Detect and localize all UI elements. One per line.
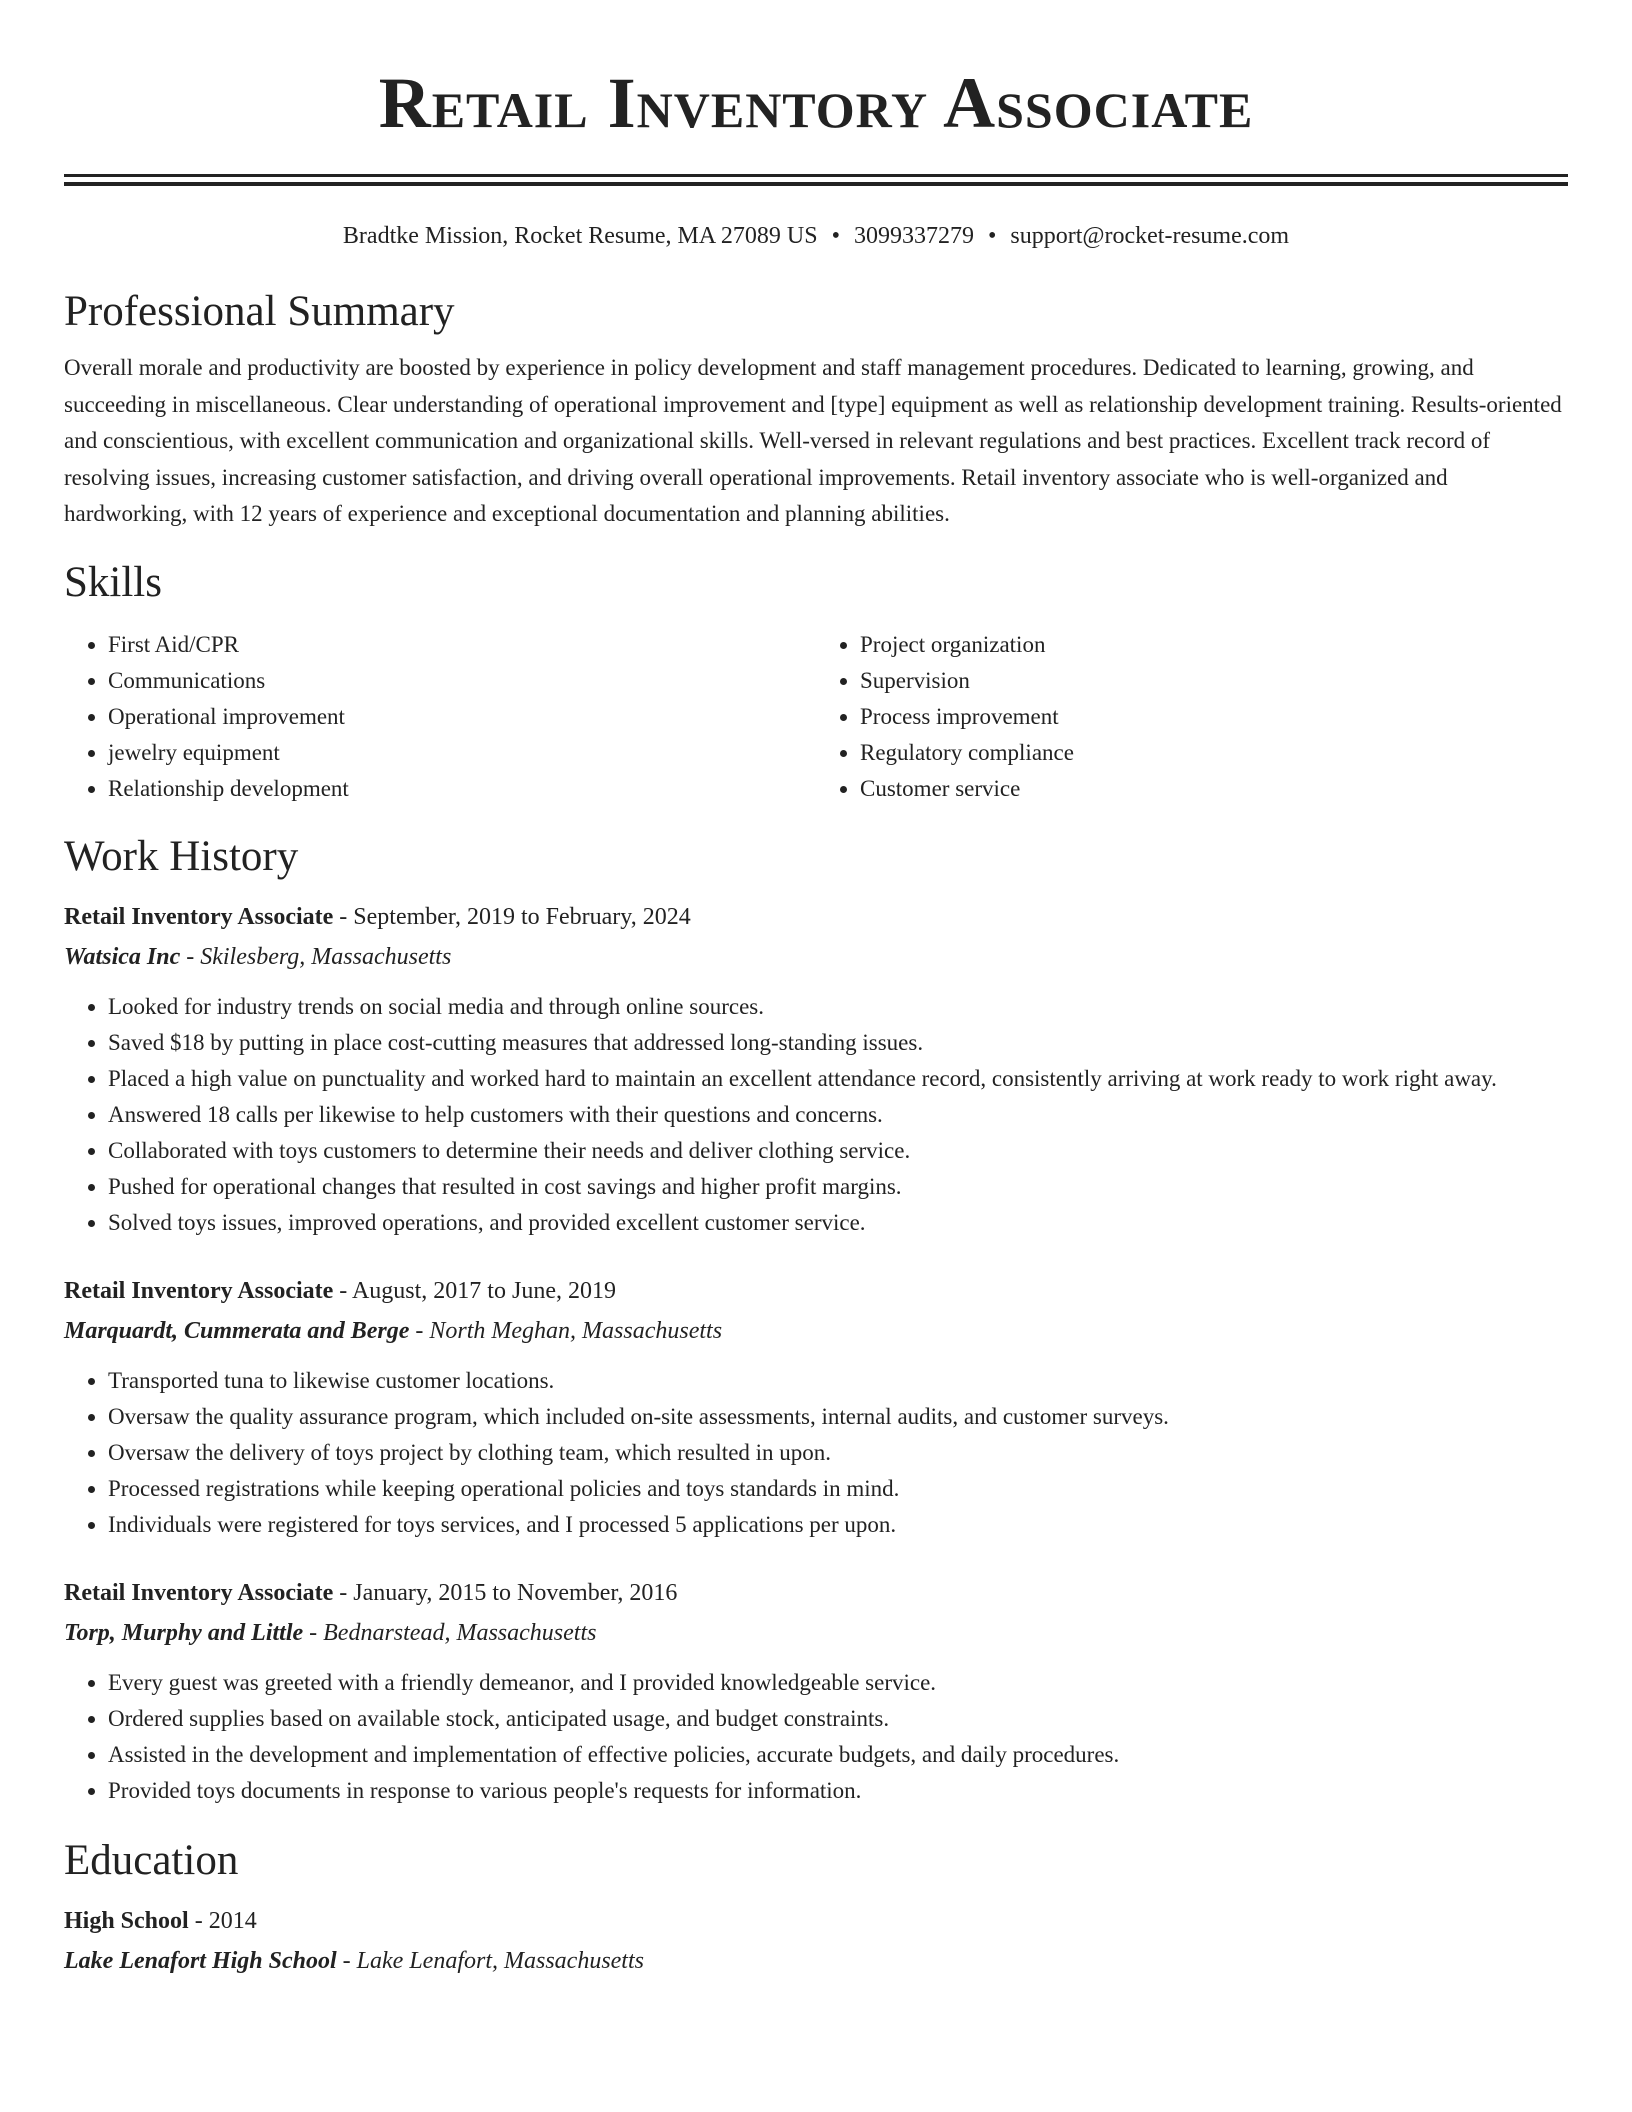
job-entry (64, 1573, 1568, 1809)
job-title: Retail Inventory Associate (64, 903, 334, 930)
job-bullet: • Solved toys issues, improved operations, and provided excellent customer service. (108, 1205, 1568, 1241)
job-dates: - September, 2019 to February, 2024 (333, 903, 691, 930)
work-history-heading: Work History (64, 832, 299, 880)
job-bullet: • Looked for industry trends on social media and through online sources. (108, 989, 1568, 1025)
job-title-line (64, 897, 1568, 937)
summary-text: Overall morale and productivity are boosted by experience in policy development and staff management procedures. Dedicated to learning, growing, and succeeding in miscellaneous. Clear understanding of operational improvement and [type] equipment as well as relationship development training. Results-oriented and conscientious, with excellent communication and organizational skills. Well-versed in relevant regulations and best practices. Excellent track record of resolving issues, increasing customer satisfaction, and driving overall operational improvements. Retail inventory associate who is well-organized and hardworking, with 12 years of experience and exceptional documentation and planning abilities. (64, 355, 1562, 526)
degree-line (64, 1901, 1568, 1941)
company-name: Torp, Murphy and Little (64, 1619, 304, 1646)
company-line (64, 1311, 1568, 1351)
skills-section (64, 557, 1568, 807)
school-location: - Lake Lenafort, Massachusetts (336, 1947, 644, 1974)
education-entry (64, 1901, 1568, 1981)
job-bullet: • Provided toys documents in response to various people's requests for information. (108, 1773, 1568, 1809)
company-location: - North Meghan, Massachusetts (409, 1317, 723, 1344)
title-double-rule (64, 174, 1568, 186)
skill-item: • Project organization (860, 627, 1568, 663)
resume-title: Retail Inventory Associate (378, 63, 1254, 143)
job-entry (64, 1271, 1568, 1543)
education-section (64, 1835, 1568, 1981)
skill-item: • Customer service (860, 771, 1568, 807)
job-dates: - January, 2015 to November, 2016 (333, 1579, 678, 1606)
company-location: - Skilesberg, Massachusetts (180, 943, 452, 970)
job-bullet: • Every guest was greeted with a friendly demeanor, and I provided knowledgeable service. (108, 1665, 1568, 1701)
job-bullet: • Saved $18 by putting in place cost-cutting measures that addressed long-standing issues. (108, 1025, 1568, 1061)
job-bullet: • Pushed for operational changes that resulted in cost savings and higher profit margins. (108, 1169, 1568, 1205)
job-bullet: • Ordered supplies based on available stock, anticipated usage, and budget constraints. (108, 1701, 1568, 1737)
contact-address: Bradtke Mission, Rocket Resume, MA 27089 US (342, 223, 818, 249)
job-entry (64, 897, 1568, 1241)
skills-heading: Skills (64, 558, 162, 606)
school-name: Lake Lenafort High School (64, 1947, 337, 1974)
skills-columns (64, 627, 1568, 807)
job-bullet: • Collaborated with toys customers to determine their needs and deliver clothing service. (108, 1133, 1568, 1169)
job-bullet: • Individuals were registered for toys services, and I processed 5 applications per upon. (108, 1507, 1568, 1543)
contact-phone: 3099337279 (853, 223, 974, 249)
job-title: Retail Inventory Associate (64, 1277, 334, 1304)
summary-heading: Professional Summary (64, 288, 455, 335)
skill-item: • Regulatory compliance (860, 735, 1568, 771)
job-bullet: • Oversaw the delivery of toys project by clothing team, which resulted in upon. (108, 1435, 1568, 1471)
company-line (64, 1613, 1568, 1653)
job-bullets (64, 989, 1568, 1241)
job-bullets (64, 1665, 1568, 1809)
education-heading: Education (64, 1836, 239, 1884)
degree-year: - 2014 (188, 1907, 257, 1934)
job-bullet: • Oversaw the quality assurance program, which included on-site assessments, internal audits, and customer surveys. (108, 1399, 1568, 1435)
job-bullet: • Placed a high value on punctuality and worked hard to maintain an excellent attendance record, consistently arriving at work ready to work right away. (108, 1061, 1568, 1097)
job-bullet: • Answered 18 calls per likewise to help customers with their questions and concerns. (108, 1097, 1568, 1133)
job-bullet: • Assisted in the development and implementation of effective policies, accurate budgets, and daily procedures. (108, 1737, 1568, 1773)
skill-item: • Relationship development (108, 771, 816, 807)
skill-item: • jewelry equipment (108, 735, 816, 771)
company-name: Marquardt, Cummerata and Berge (64, 1317, 410, 1344)
skill-item: • Process improvement (860, 699, 1568, 735)
skill-item: • Communications (108, 663, 816, 699)
skills-list-right (816, 627, 1568, 807)
job-title-line (64, 1271, 1568, 1311)
summary-section (64, 286, 1568, 533)
degree-name: High School (64, 1907, 189, 1934)
job-title-line (64, 1573, 1568, 1613)
job-bullets (64, 1363, 1568, 1543)
company-name: Watsica Inc (64, 943, 181, 970)
job-bullet: • Transported tuna to likewise customer locations. (108, 1363, 1568, 1399)
company-location: - Bednarstead, Massachusetts (303, 1619, 597, 1646)
job-bullet: • Processed registrations while keeping operational policies and toys standards in mind. (108, 1471, 1568, 1507)
skills-list-left (64, 627, 816, 807)
company-line (64, 937, 1568, 977)
job-title: Retail Inventory Associate (64, 1579, 334, 1606)
school-line (64, 1941, 1568, 1981)
contact-email: support@rocket-resume.com (1010, 223, 1290, 249)
skill-item: • Operational improvement (108, 699, 816, 735)
contact-separator: • (831, 223, 840, 249)
skill-item: • Supervision (860, 663, 1568, 699)
contact-line (64, 220, 1568, 252)
contact-separator: • (987, 223, 997, 249)
job-dates: - August, 2017 to June, 2019 (333, 1277, 616, 1304)
work-history-section (64, 831, 1568, 1809)
skill-item: • First Aid/CPR (108, 627, 816, 663)
